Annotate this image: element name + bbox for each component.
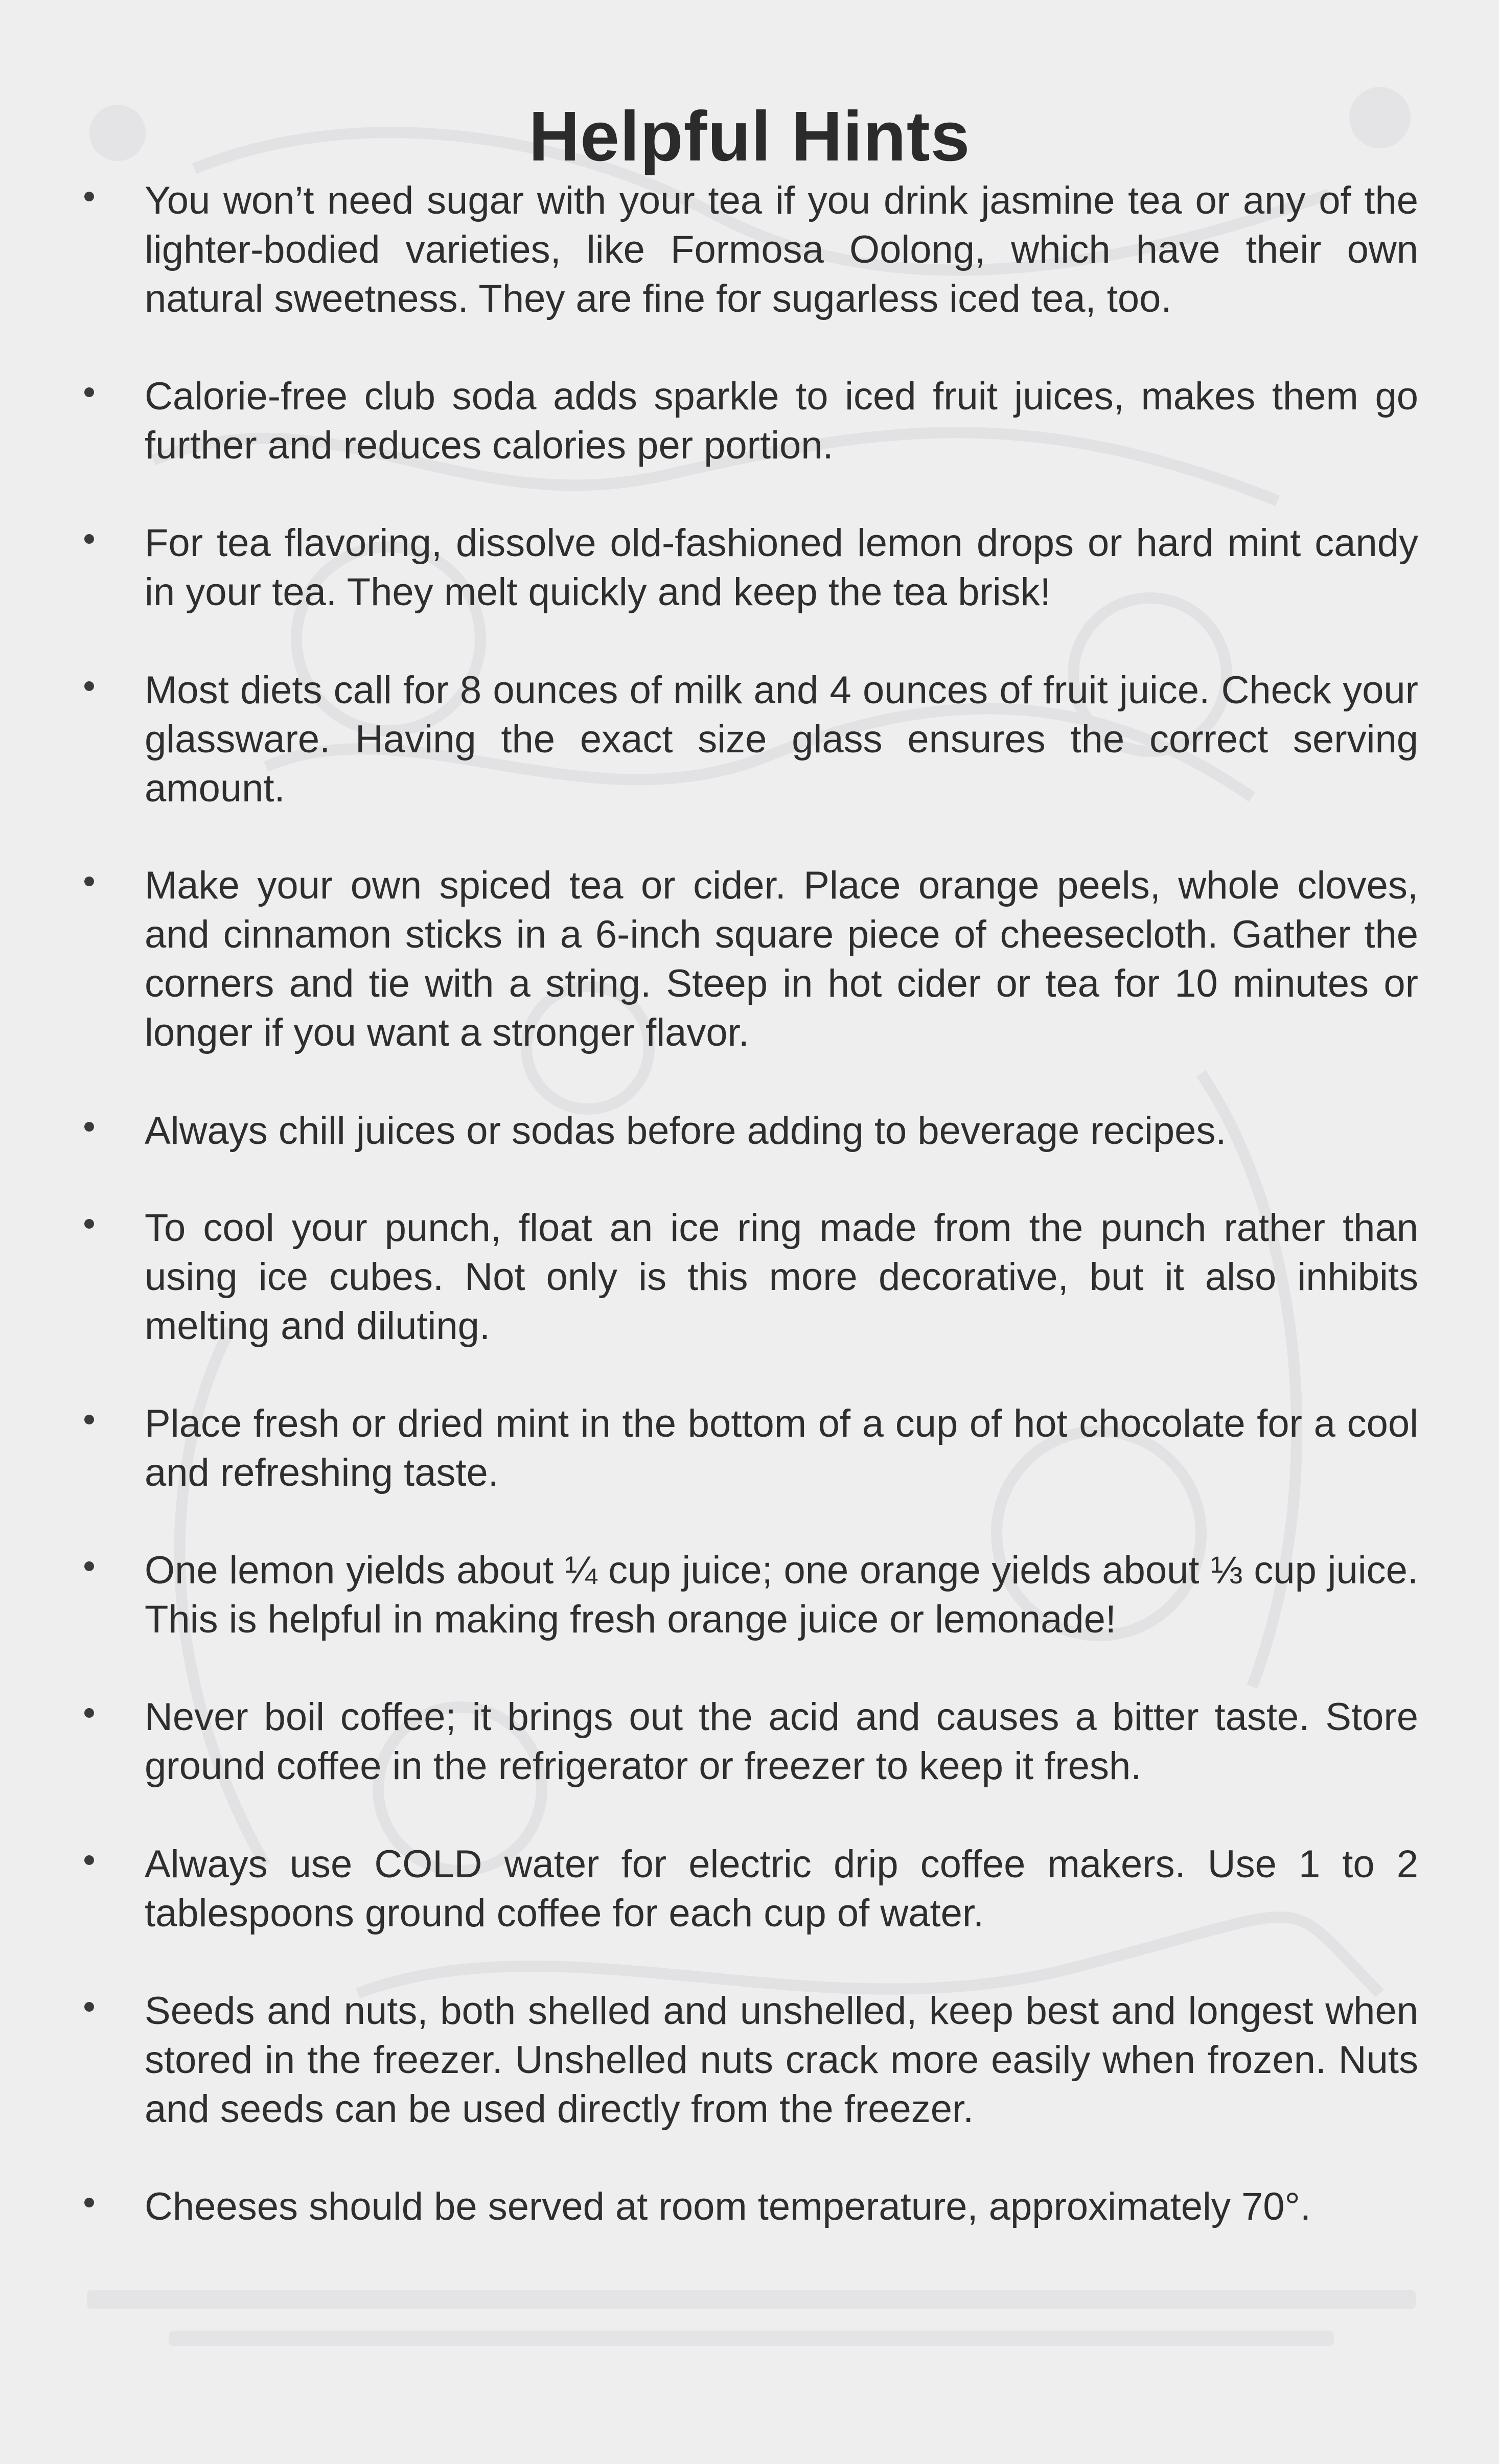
hint-text: Most diets call for 8 ounces of milk and 4 ounces of fruit juice. Check your glassware. Having the exact size glass ensures the correct serving amount. xyxy=(145,669,1418,810)
hint-text: Seeds and nuts, both shelled and unshelled, keep best and longest when stored in the freezer. Unshelled nuts crack more easily when frozen. Nuts and seeds can be used directly from the freezer. xyxy=(145,1989,1418,2131)
list-item xyxy=(84,666,1418,813)
bullet-icon xyxy=(84,192,94,201)
list-item xyxy=(84,1107,1418,1156)
hint-text: Cheeses should be served at room temperature, approximately 70°. xyxy=(145,2185,1311,2228)
hint-text: Calorie-free club soda adds sparkle to iced fruit juices, makes them go further and reduces calories per portion. xyxy=(145,375,1418,467)
hint-text: For tea flavoring, dissolve old-fashioned lemon drops or hard mint candy in your tea. They melt quickly and keep the tea brisk! xyxy=(145,521,1418,614)
bullet-icon xyxy=(84,2002,94,2012)
list-item xyxy=(84,1987,1418,2134)
page-title: Helpful Hints xyxy=(528,97,971,176)
list-item xyxy=(84,1693,1418,1791)
hint-text: Always use COLD water for electric drip coffee makers. Use 1 to 2 tablespoons ground coffee for each cup of water. xyxy=(145,1843,1418,1935)
hint-text: One lemon yields about ¼ cup juice; one orange yields about ⅓ cup juice. This is helpful in making fresh orange juice or lemonade! xyxy=(145,1549,1418,1641)
list-item xyxy=(84,1546,1418,1644)
hint-text: Make your own spiced tea or cider. Place orange peels, whole cloves, and cinnamon sticks in a 6-inch square piece of cheesecloth. Gather the corners and tie with a string. Steep in hot cider or tea for 10 minutes or longer if you want a stronger flavor. xyxy=(145,864,1418,1054)
bullet-icon xyxy=(84,1122,94,1132)
list-item xyxy=(84,861,1418,1057)
bullet-icon xyxy=(84,681,94,691)
list-item xyxy=(84,372,1418,470)
list-item xyxy=(84,1204,1418,1351)
bullet-icon xyxy=(84,1855,94,1865)
bullet-icon xyxy=(84,2198,94,2207)
list-item xyxy=(84,519,1418,617)
hint-text: You won’t need sugar with your tea if you drink jasmine tea or any of the lighter-bodied varieties, like Formosa Oolong, which have their own natural sweetness. They are fine for sugarless iced tea, too. xyxy=(145,179,1418,320)
bullet-icon xyxy=(84,1415,94,1424)
bullet-icon xyxy=(84,1219,94,1229)
bullet-icon xyxy=(84,1561,94,1571)
list-item xyxy=(84,176,1418,324)
hint-text: Place fresh or dried mint in the bottom of a cup of hot chocolate for a cool and refreshing taste. xyxy=(145,1402,1418,1494)
hint-text: To cool your punch, float an ice ring made from the punch rather than using ice cubes. Not only is this more decorative, but it also inhibits melting and diluting. xyxy=(145,1206,1418,1348)
list-item xyxy=(84,1840,1418,1938)
list-item xyxy=(84,2182,1418,2231)
bullet-icon xyxy=(84,534,94,544)
bullet-icon xyxy=(84,1708,94,1718)
list-item xyxy=(84,1399,1418,1498)
bullet-icon xyxy=(84,877,94,886)
hint-text: Never boil coffee; it brings out the acid and causes a bitter taste. Store ground coffee in the refrigerator or freezer to keep it fresh. xyxy=(145,1695,1418,1788)
bullet-icon xyxy=(84,387,94,397)
hint-text: Always chill juices or sodas before adding to beverage recipes. xyxy=(145,1109,1227,1153)
